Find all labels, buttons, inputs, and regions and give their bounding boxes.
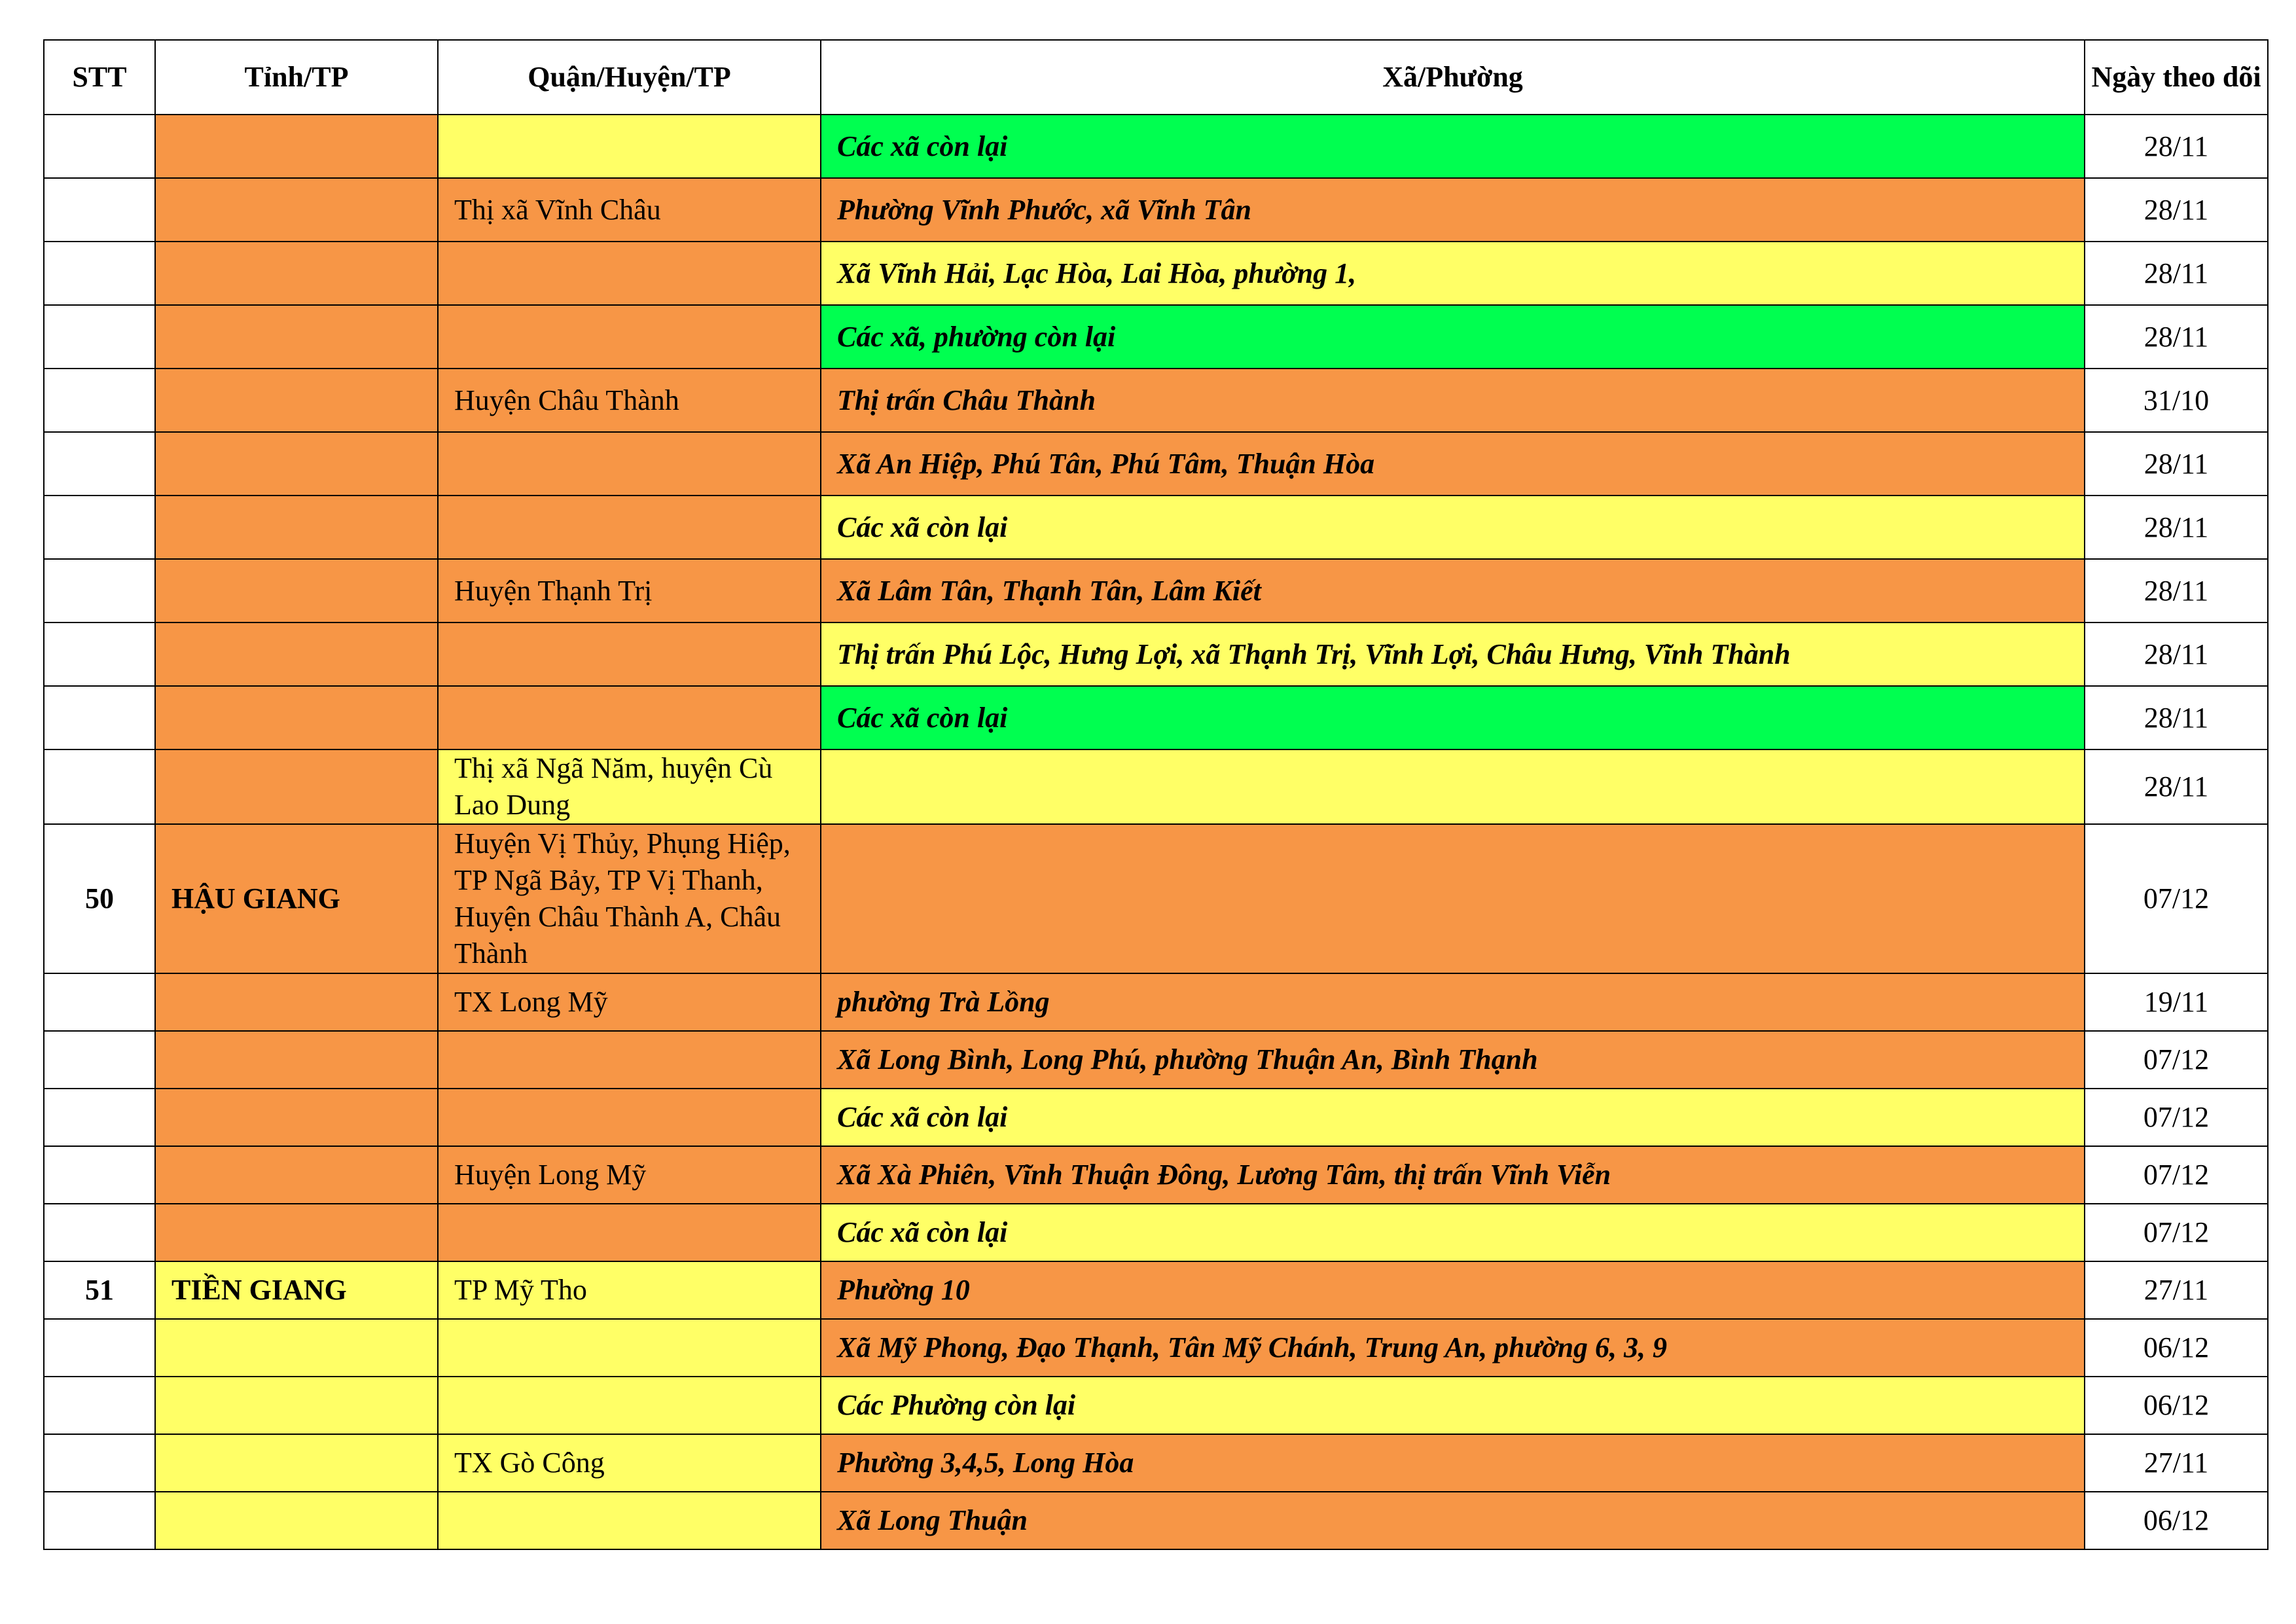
cell-stt — [44, 1492, 155, 1549]
cell-tinh — [155, 1146, 438, 1204]
cell-tinh — [155, 623, 438, 686]
cell-ngay: 07/12 — [2085, 1146, 2268, 1204]
cell-stt — [44, 1146, 155, 1204]
cell-ngay: 27/11 — [2085, 1434, 2268, 1492]
cell-quan: Huyện Long Mỹ — [438, 1146, 821, 1204]
cell-stt — [44, 1031, 155, 1089]
cell-stt — [44, 115, 155, 178]
cell-quan — [438, 432, 821, 496]
header-tinh: Tỉnh/TP — [155, 40, 438, 115]
cell-xa: Các xã, phường còn lại — [821, 305, 2085, 369]
cell-xa: Phường 10 — [821, 1261, 2085, 1319]
cell-xa: Các xã còn lại — [821, 496, 2085, 559]
header-quan: Quận/Huyện/TP — [438, 40, 821, 115]
table-row — [44, 1146, 2268, 1204]
cell-stt — [44, 623, 155, 686]
table-row — [44, 1031, 2268, 1089]
cell-ngay: 28/11 — [2085, 623, 2268, 686]
cell-xa: Xã Mỹ Phong, Đạo Thạnh, Tân Mỹ Chánh, Trung An, phường 6, 3, 9 — [821, 1319, 2085, 1377]
cell-quan: Huyện Châu Thành — [438, 369, 821, 432]
table-row — [44, 1434, 2268, 1492]
cell-quan: TP Mỹ Tho — [438, 1261, 821, 1319]
cell-stt: 51 — [44, 1261, 155, 1319]
cell-xa: Xã Lâm Tân, Thạnh Tân, Lâm Kiết — [821, 559, 2085, 623]
cell-xa: Xã Vĩnh Hải, Lạc Hòa, Lai Hòa, phường 1, — [821, 242, 2085, 305]
cell-xa: Các xã còn lại — [821, 1204, 2085, 1261]
cell-ngay: 19/11 — [2085, 973, 2268, 1031]
cell-tinh — [155, 1434, 438, 1492]
table-row — [44, 242, 2268, 305]
cell-tinh — [155, 1492, 438, 1549]
table-row — [44, 432, 2268, 496]
cell-tinh — [155, 178, 438, 242]
cell-stt — [44, 973, 155, 1031]
table-row — [44, 1492, 2268, 1549]
cell-ngay: 28/11 — [2085, 686, 2268, 749]
cell-ngay: 28/11 — [2085, 749, 2268, 824]
cell-tinh — [155, 496, 438, 559]
cell-xa: Phường Vĩnh Phước, xã Vĩnh Tân — [821, 178, 2085, 242]
cell-ngay: 28/11 — [2085, 178, 2268, 242]
cell-ngay: 28/11 — [2085, 242, 2268, 305]
cell-xa: Các Phường còn lại — [821, 1377, 2085, 1434]
cell-ngay: 28/11 — [2085, 115, 2268, 178]
table-row — [44, 496, 2268, 559]
cell-stt: 50 — [44, 824, 155, 973]
cell-ngay: 07/12 — [2085, 1204, 2268, 1261]
monitoring-table — [43, 39, 2269, 1550]
cell-xa: Các xã còn lại — [821, 686, 2085, 749]
cell-ngay: 28/11 — [2085, 496, 2268, 559]
cell-tinh — [155, 1377, 438, 1434]
cell-xa — [821, 749, 2085, 824]
cell-tinh — [155, 1319, 438, 1377]
table-row — [44, 178, 2268, 242]
cell-xa: Phường 3,4,5, Long Hòa — [821, 1434, 2085, 1492]
cell-xa: Xã Xà Phiên, Vĩnh Thuận Đông, Lương Tâm, thị trấn Vĩnh Viễn — [821, 1146, 2085, 1204]
cell-ngay: 28/11 — [2085, 559, 2268, 623]
cell-tinh: HẬU GIANG — [155, 824, 438, 973]
table-row — [44, 824, 2268, 973]
cell-quan — [438, 1377, 821, 1434]
cell-xa: phường Trà Lồng — [821, 973, 2085, 1031]
cell-xa: Xã An Hiệp, Phú Tân, Phú Tâm, Thuận Hòa — [821, 432, 2085, 496]
cell-ngay: 06/12 — [2085, 1492, 2268, 1549]
cell-stt — [44, 749, 155, 824]
cell-stt — [44, 305, 155, 369]
cell-stt — [44, 686, 155, 749]
cell-xa: Xã Long Thuận — [821, 1492, 2085, 1549]
cell-stt — [44, 1377, 155, 1434]
table-row — [44, 1319, 2268, 1377]
cell-xa: Các xã còn lại — [821, 1089, 2085, 1146]
cell-xa: Các xã còn lại — [821, 115, 2085, 178]
cell-tinh — [155, 1031, 438, 1089]
header-ngay: Ngày theo dõi — [2085, 40, 2268, 115]
cell-tinh — [155, 559, 438, 623]
cell-xa — [821, 824, 2085, 973]
cell-quan — [438, 496, 821, 559]
cell-tinh: TIỀN GIANG — [155, 1261, 438, 1319]
cell-quan — [438, 1031, 821, 1089]
cell-ngay: 07/12 — [2085, 824, 2268, 973]
cell-stt — [44, 1204, 155, 1261]
table-row — [44, 369, 2268, 432]
table-row — [44, 1377, 2268, 1434]
header-xa: Xã/Phường — [821, 40, 2085, 115]
cell-tinh — [155, 1089, 438, 1146]
cell-quan: Huyện Vị Thủy, Phụng Hiệp, TP Ngã Bảy, TP Vị Thanh, Huyện Châu Thành A, Châu Thành — [438, 824, 821, 973]
cell-stt — [44, 432, 155, 496]
cell-stt — [44, 178, 155, 242]
cell-quan — [438, 1492, 821, 1549]
cell-tinh — [155, 115, 438, 178]
cell-stt — [44, 496, 155, 559]
table-row — [44, 686, 2268, 749]
header-row — [44, 40, 2268, 115]
table-row — [44, 115, 2268, 178]
cell-stt — [44, 1089, 155, 1146]
cell-quan: TX Long Mỹ — [438, 973, 821, 1031]
cell-quan: Thị xã Vĩnh Châu — [438, 178, 821, 242]
cell-ngay: 07/12 — [2085, 1031, 2268, 1089]
cell-ngay: 28/11 — [2085, 305, 2268, 369]
cell-quan: Huyện Thạnh Trị — [438, 559, 821, 623]
cell-quan — [438, 623, 821, 686]
cell-quan: TX Gò Công — [438, 1434, 821, 1492]
cell-ngay: 28/11 — [2085, 432, 2268, 496]
table-row — [44, 1089, 2268, 1146]
table-row — [44, 749, 2268, 824]
cell-tinh — [155, 686, 438, 749]
cell-tinh — [155, 749, 438, 824]
cell-xa: Thị trấn Phú Lộc, Hưng Lợi, xã Thạnh Trị, Vĩnh Lợi, Châu Hưng, Vĩnh Thành — [821, 623, 2085, 686]
table-row — [44, 973, 2268, 1031]
cell-quan — [438, 305, 821, 369]
cell-quan — [438, 1089, 821, 1146]
cell-tinh — [155, 432, 438, 496]
table-row — [44, 305, 2268, 369]
cell-tinh — [155, 369, 438, 432]
table-row — [44, 1204, 2268, 1261]
cell-xa: Xã Long Bình, Long Phú, phường Thuận An, Bình Thạnh — [821, 1031, 2085, 1089]
cell-ngay: 06/12 — [2085, 1377, 2268, 1434]
cell-quan — [438, 242, 821, 305]
header-stt: STT — [44, 40, 155, 115]
table-row — [44, 1261, 2268, 1319]
cell-ngay: 07/12 — [2085, 1089, 2268, 1146]
cell-quan — [438, 1204, 821, 1261]
cell-stt — [44, 369, 155, 432]
cell-quan — [438, 686, 821, 749]
cell-quan — [438, 1319, 821, 1377]
cell-quan — [438, 115, 821, 178]
cell-tinh — [155, 305, 438, 369]
cell-ngay: 06/12 — [2085, 1319, 2268, 1377]
cell-quan: Thị xã Ngã Năm, huyện Cù Lao Dung — [438, 749, 821, 824]
cell-stt — [44, 1434, 155, 1492]
cell-tinh — [155, 973, 438, 1031]
cell-stt — [44, 242, 155, 305]
table-row — [44, 623, 2268, 686]
cell-stt — [44, 1319, 155, 1377]
cell-tinh — [155, 1204, 438, 1261]
cell-ngay: 31/10 — [2085, 369, 2268, 432]
cell-stt — [44, 559, 155, 623]
table-row — [44, 559, 2268, 623]
cell-xa: Thị trấn Châu Thành — [821, 369, 2085, 432]
cell-tinh — [155, 242, 438, 305]
cell-ngay: 27/11 — [2085, 1261, 2268, 1319]
